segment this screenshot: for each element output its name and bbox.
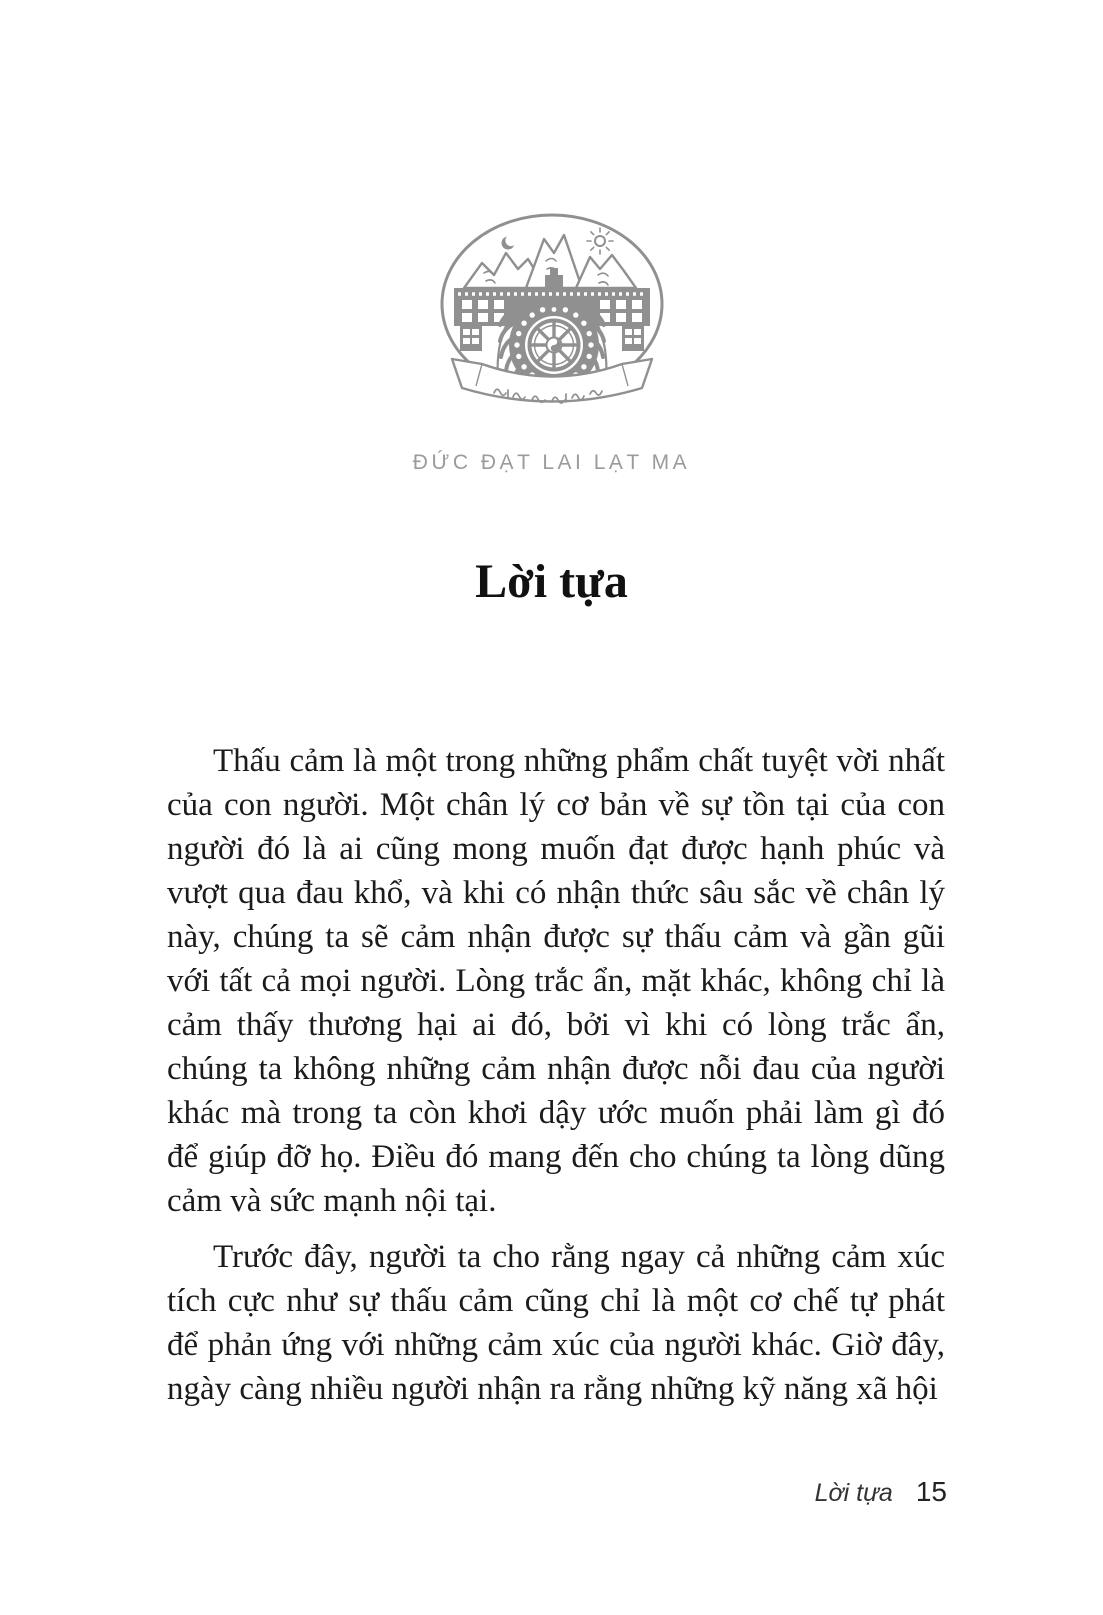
dalai-lama-seal-graphic bbox=[438, 213, 666, 418]
paragraph-1: Thấu cảm là một trong những phẩm chất tuyệt vời nhất của con người. Một chân lý cơ bản về sự tồn tại của con người đó là ai cũng mong muốn đạt được hạnh phúc và vượt qua đau khổ, và khi có nhận thức sâu sắc về chân lý này, chúng ta sẽ cảm nhận được sự thấu cảm và gần gũi với tất cả mọi người. Lòng trắc ẩn, mặt khác, không chỉ là cảm thấy thương hại ai đó, bởi vì khi có lòng trắc ẩn, chúng ta không những cảm nhận được nỗi đau của người khác mà trong ta còn khơi dậy ước muốn phải làm gì đó để giúp đỡ họ. Điều đó mang đến cho chúng ta lòng dũng cảm và sức mạnh nội tại. bbox=[167, 743, 945, 1219]
page-number: 15 bbox=[915, 1476, 947, 1507]
chapter-title: Lời tựa bbox=[475, 555, 628, 608]
author-caption: ĐỨC ĐẠT LAI LẠT MA bbox=[412, 451, 691, 474]
paragraph-2: Trước đây, người ta cho rằng ngay cả những cảm xúc tích cực như sự thấu cảm cũng chỉ là một cơ chế tự phát để phản ứng với những cảm xúc của người khác. Giờ đây, ngày càng nhiều người nhận ra rằng những kỹ năng xã hội bbox=[167, 1239, 945, 1407]
body-text bbox=[167, 739, 945, 1411]
footer-section-label: Lời tựa bbox=[814, 1479, 893, 1507]
page-footer bbox=[815, 1476, 947, 1508]
dalai-lama-seal bbox=[438, 213, 666, 418]
